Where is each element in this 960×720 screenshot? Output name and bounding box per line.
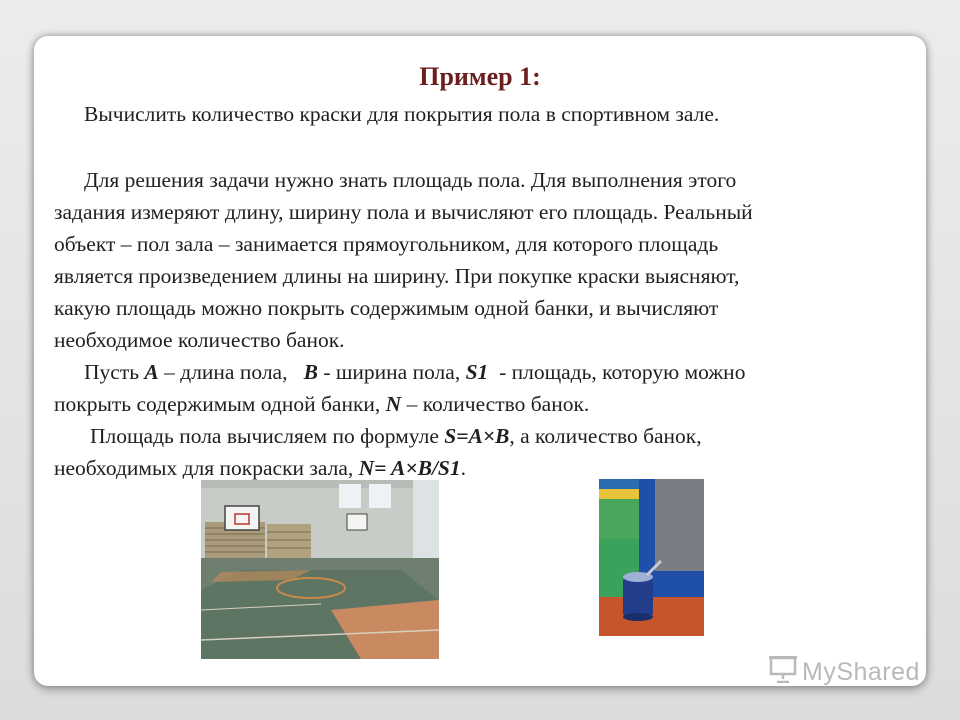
formula-paragraph: Площадь пола вычисляем по формуле S=A×B, а количество банок, необходимых для покраски зала, N= A×B/S1.	[54, 424, 702, 480]
cans-formula: N= A×B/S1	[358, 456, 461, 480]
variable-b: B	[303, 360, 318, 384]
solution-line: объект – пол зала – занимается прямоугольником, для которого площадь	[54, 232, 719, 256]
watermark	[768, 656, 920, 688]
solution-line: задания измеряют длину, ширину пола и вычисляют его площадь. Реальный	[54, 200, 753, 224]
task-text	[54, 98, 934, 130]
definitions-paragraph: Пусть A – длина пола, B - ширина пола, S1 - площадь, которую можно покрыть содержимым одной банки, N – количество банок.	[54, 360, 746, 416]
solution-line: является произведением длины на ширину. При покупке краски выясняют,	[54, 264, 740, 288]
projector-screen-icon	[768, 655, 798, 690]
slide-title: Пример 1:	[419, 62, 541, 91]
solution-paragraph	[54, 164, 934, 356]
variable-s1: S1	[465, 360, 489, 384]
solution-line: Для решения задачи нужно знать площадь пола. Для выполнения этого	[84, 168, 737, 192]
sports-hall-photo	[201, 480, 439, 659]
variable-a: A	[144, 360, 159, 384]
solution-line: необходимое количество банок.	[54, 328, 345, 352]
paint-can-photo	[599, 479, 704, 636]
watermark-text: MyShared	[802, 657, 920, 686]
solution-line: какую площадь можно покрыть содержимым одной банки, и вычисляют	[54, 296, 719, 320]
task-line: Вычислить количество краски для покрытия пола в спортивном зале.	[84, 102, 720, 126]
variable-n: N	[385, 392, 402, 416]
area-formula: S=A×B	[444, 424, 510, 448]
